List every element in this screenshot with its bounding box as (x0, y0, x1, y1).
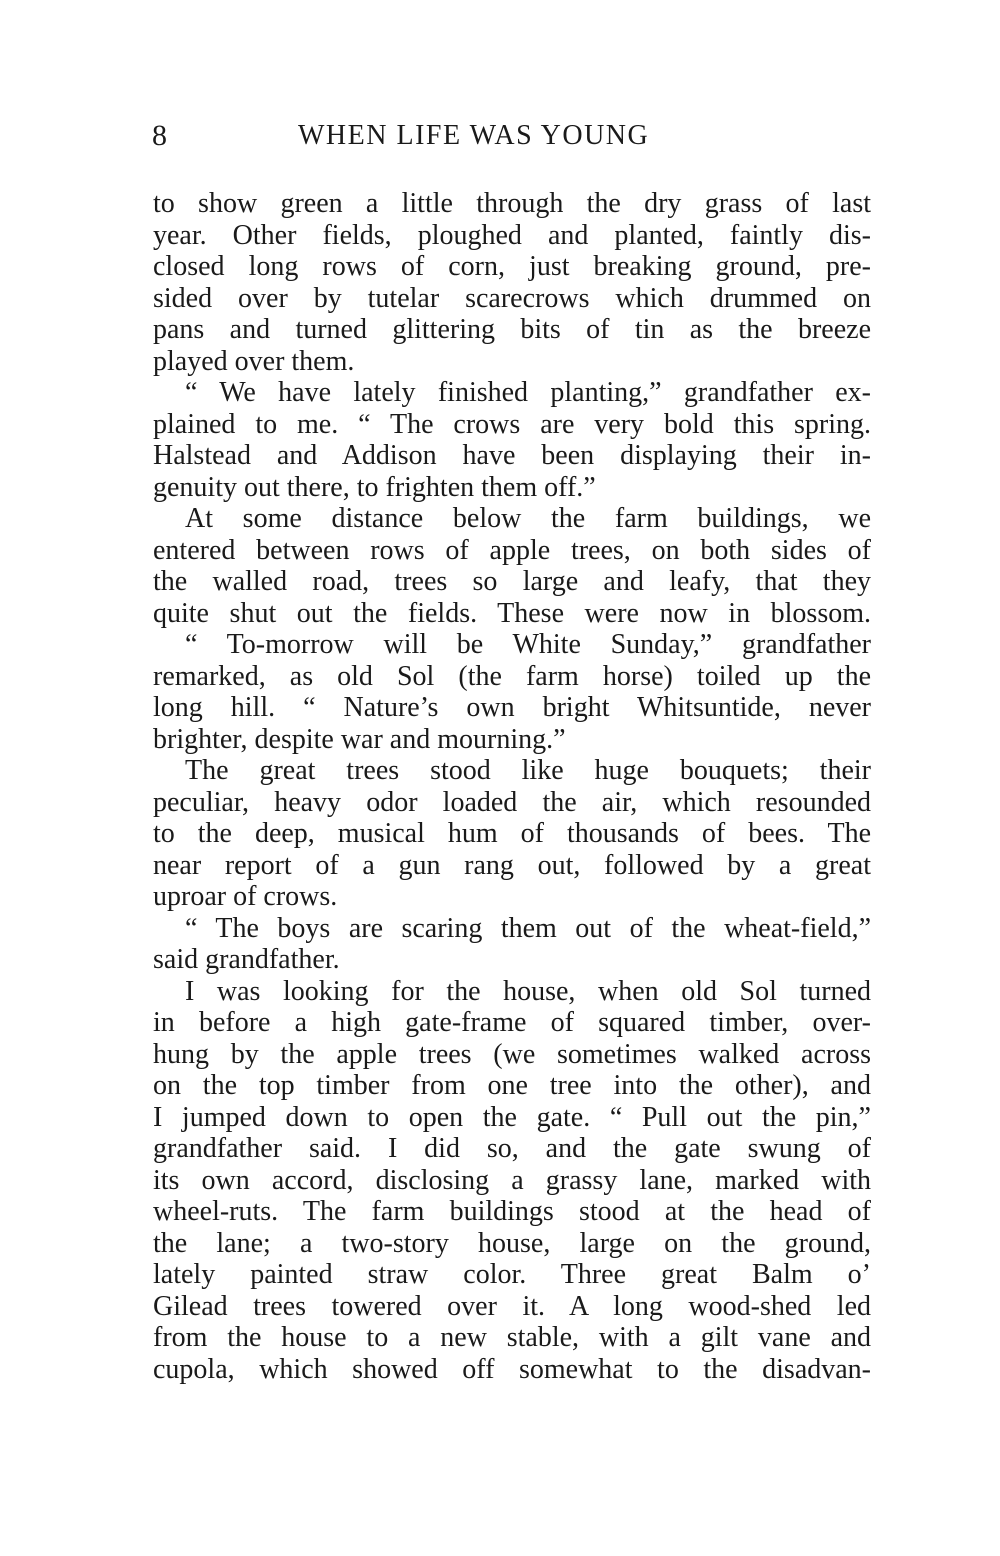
text-line: long hill. “ Nature’s own bright Whitsuntide, never (153, 692, 871, 723)
text-line: year. Other fields, ploughed and planted, faintly dis- (153, 219, 871, 251)
text-line: grandfather said. I did so, and the gate swung of (153, 1133, 871, 1164)
text-line: wheel-ruts. The farm buildings stood at the head of (153, 1196, 871, 1227)
text-line: said grandfather. (153, 944, 340, 975)
text-line: “ To-morrow will be White Sunday,” grandfather (185, 629, 871, 660)
text-line: cupola, which showed off somewhat to the disadvan- (153, 1353, 871, 1385)
text-line: closed long rows of corn, just breaking ground, pre- (153, 251, 871, 282)
text-line: lately painted straw color. Three great Balm o’ (153, 1259, 871, 1290)
text-line: Halstead and Addison have been displaying their in- (153, 440, 871, 471)
text-line: its own accord, disclosing a grassy lane, marked with (153, 1164, 871, 1196)
body-text (153, 188, 871, 1385)
text-line: to show green a little through the dry grass of last (153, 188, 871, 219)
text-line: Gilead trees towered over it. A long wood-shed led (153, 1290, 871, 1322)
text-line: At some distance below the farm buildings, we (185, 503, 871, 534)
text-line: the walled road, trees so large and leafy, that they (153, 566, 871, 597)
page-number: 8 (152, 119, 167, 152)
text-line: remarked, as old Sol (the farm horse) toiled up the (153, 660, 871, 692)
text-line: genuity out there, to frighten them off.” (153, 471, 596, 503)
running-head (152, 114, 872, 158)
text-line: sided over by tutelar scarecrows which drummed on (153, 282, 871, 314)
text-line: “ We have lately finished planting,” grandfather ex- (185, 377, 871, 408)
text-line: played over them. (153, 345, 355, 377)
text-line: plained to me. “ The crows are very bold this spring. (153, 408, 871, 440)
running-title: WHEN LIFE WAS YOUNG (298, 120, 650, 151)
text-line: I was looking for the house, when old Sol turned (185, 975, 871, 1007)
text-line: brighter, despite war and mourning.” (153, 723, 566, 755)
text-line: uproar of crows. (153, 881, 338, 912)
text-line: entered between rows of apple trees, on both sides of (153, 534, 871, 566)
text-line: hung by the apple trees (we sometimes walked across (153, 1038, 871, 1070)
text-line: in before a high gate-frame of squared timber, over- (153, 1007, 871, 1038)
text-line: “ The boys are scaring them out of the wheat-field,” (185, 912, 871, 944)
text-line: I jumped down to open the gate. “ Pull out the pin,” (153, 1101, 871, 1133)
text-line: pans and turned glittering bits of tin as the breeze (153, 314, 871, 345)
text-line: near report of a gun rang out, followed by a great (153, 849, 871, 881)
text-line: The great trees stood like huge bouquets; their (185, 755, 871, 786)
text-line: the lane; a two-story house, large on the ground, (153, 1227, 871, 1259)
text-line: quite shut out the fields. These were now in blossom. (153, 597, 871, 629)
text-line: from the house to a new stable, with a gilt vane and (153, 1322, 871, 1353)
text-line: on the top timber from one tree into the other), and (153, 1070, 871, 1101)
text-line: to the deep, musical hum of thousands of bees. The (153, 818, 871, 849)
text-line: peculiar, heavy odor loaded the air, which resounded (153, 786, 871, 818)
